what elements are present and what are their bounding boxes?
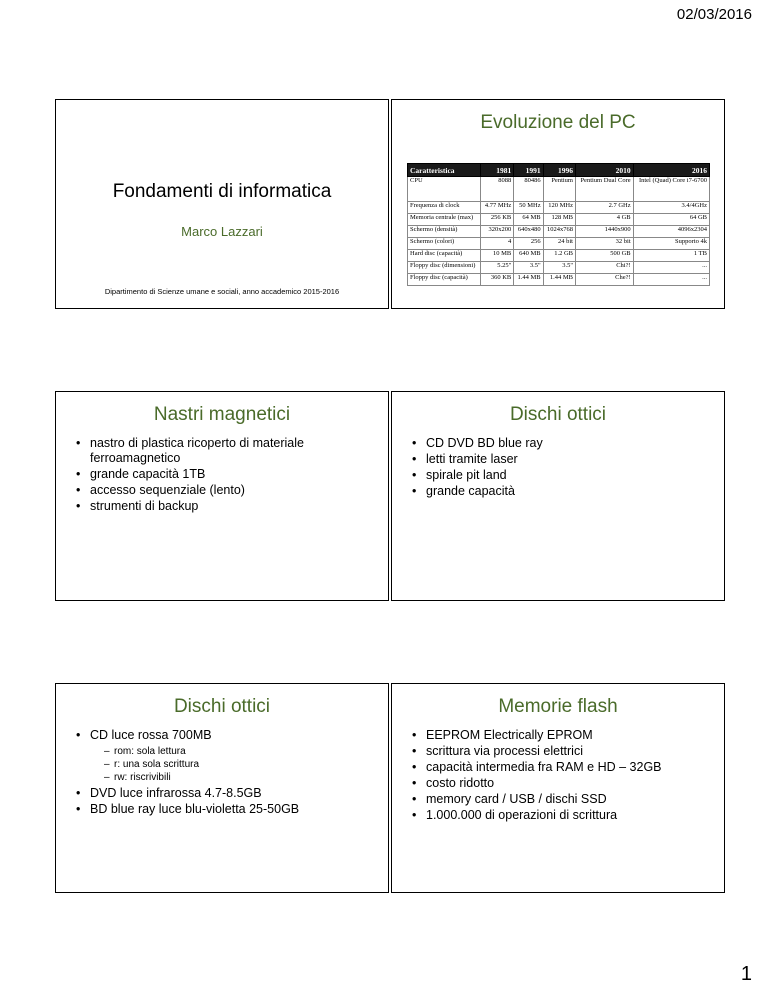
table-header-cell: 1991 — [514, 164, 543, 177]
bullet-list — [392, 728, 724, 823]
table-cell: Schermo (densità) — [408, 226, 481, 238]
list-item: • CD DVD BD blue ray — [412, 436, 710, 451]
table-cell: Chi?! — [575, 262, 633, 274]
list-item: • grande capacità 1TB — [76, 467, 374, 482]
table-cell: ... — [633, 274, 709, 286]
table-row — [408, 250, 710, 262]
table-cell: ... — [633, 262, 709, 274]
table-cell: 4 GB — [575, 214, 633, 226]
slide-heading: Dischi ottici — [509, 404, 607, 425]
table-cell: 1.44 MB — [514, 274, 543, 286]
table-cell: 500 GB — [575, 250, 633, 262]
sub-list-item: – r: una sola scrittura — [104, 758, 374, 771]
slide-dischi-ottici-1 — [391, 391, 725, 601]
list-item: • grande capacità — [412, 484, 710, 499]
table-cell: Intel (Quad) Core i7-6700 — [633, 177, 709, 202]
table-cell: 640 MB — [514, 250, 543, 262]
table-cell: 4.77 MHz — [481, 202, 514, 214]
list-item: • 1.000.000 di operazioni di scrittura — [412, 808, 710, 823]
author-name: Marco Lazzari — [181, 224, 263, 239]
slide-heading: Dischi ottici — [173, 696, 271, 717]
slide-dischi-ottici-2 — [55, 683, 389, 893]
list-item — [76, 728, 374, 784]
table-row — [408, 238, 710, 250]
presentation-title: Fondamenti di informatica — [112, 181, 332, 202]
table-cell: 5.25" — [481, 262, 514, 274]
table-cell: 256 — [514, 238, 543, 250]
table-cell: Memoria centrale (max) — [408, 214, 481, 226]
table-cell: Pentium — [543, 177, 575, 202]
table-cell: 1.2 GB — [543, 250, 575, 262]
slide-memorie-flash — [391, 683, 725, 893]
bullet-list — [56, 436, 388, 514]
list-item-text: CD luce rossa 700MB — [90, 728, 212, 742]
table-cell: 64 GB — [633, 214, 709, 226]
table-cell: Floppy disc (capacità) — [408, 274, 481, 286]
table-cell: Floppy disc (dimensioni) — [408, 262, 481, 274]
list-item: • BD blue ray luce blu-violetta 25-50GB — [76, 802, 374, 817]
table-row — [408, 262, 710, 274]
table-row — [408, 226, 710, 238]
table-cell: 32 bit — [575, 238, 633, 250]
slide-heading: Evoluzione del PC — [480, 112, 636, 133]
table-header-row — [408, 164, 710, 177]
table-cell: 1.44 MB — [543, 274, 575, 286]
list-item: • letti tramite laser — [412, 452, 710, 467]
table-cell: 64 MB — [514, 214, 543, 226]
table-cell: 3.5" — [514, 262, 543, 274]
page-date: 02/03/2016 — [676, 6, 752, 23]
sub-bullet-list — [90, 745, 374, 784]
bullet-list — [56, 728, 388, 817]
table-row — [408, 202, 710, 214]
list-item: • EEPROM Electrically EPROM — [412, 728, 710, 743]
table-cell: 4096x2304 — [633, 226, 709, 238]
table-cell: 128 MB — [543, 214, 575, 226]
table-cell: 1024x768 — [543, 226, 575, 238]
table-row — [408, 177, 710, 202]
table-header-cell: 1981 — [481, 164, 514, 177]
slide-title — [55, 99, 389, 309]
slide-evoluzione — [391, 99, 725, 309]
bullet-list — [392, 436, 724, 499]
table-cell: 3.4/4GHz — [633, 202, 709, 214]
list-item: • scrittura via processi elettrici — [412, 744, 710, 759]
table-cell: Che?! — [575, 274, 633, 286]
list-item: • DVD luce infrarossa 4.7-8.5GB — [76, 786, 374, 801]
list-item: • spirale pit land — [412, 468, 710, 483]
table-cell: 320x200 — [481, 226, 514, 238]
table-cell: 120 MHz — [543, 202, 575, 214]
list-item: • memory card / USB / dischi SSD — [412, 792, 710, 807]
table-cell: 50 MHz — [514, 202, 543, 214]
table-cell: 2.7 GHz — [575, 202, 633, 214]
table-cell: Schermo (colori) — [408, 238, 481, 250]
table-header-cell: Caratteristica — [408, 164, 481, 177]
slide-nastri-magnetici — [55, 391, 389, 601]
table-cell: Hard disc (capacità) — [408, 250, 481, 262]
list-item: • accesso sequenziale (lento) — [76, 483, 374, 498]
table-cell: 256 KB — [481, 214, 514, 226]
table-cell: Pentium Dual Core — [575, 177, 633, 202]
list-item: • strumenti di backup — [76, 499, 374, 514]
table-row — [408, 214, 710, 226]
sub-list-item: – rom: sola lettura — [104, 745, 374, 758]
table-cell: Supporto 4k — [633, 238, 709, 250]
list-item: • capacità intermedia fra RAM e HD – 32GB — [412, 760, 710, 775]
table-header-cell: 1996 — [543, 164, 575, 177]
sub-list-item: – rw: riscrivibili — [104, 771, 374, 784]
page-number: 1 — [740, 963, 752, 985]
department-line: Dipartimento di Scienze umane e sociali, anno accademico 2015-2016 — [104, 287, 340, 296]
table-cell: 10 MB — [481, 250, 514, 262]
table-cell: 1440x900 — [575, 226, 633, 238]
table-cell: 360 KB — [481, 274, 514, 286]
table-header-cell: 2016 — [633, 164, 709, 177]
pc-evolution-table — [407, 163, 710, 286]
table-cell: 640x480 — [514, 226, 543, 238]
list-item: • costo ridotto — [412, 776, 710, 791]
table-header-cell: 2010 — [575, 164, 633, 177]
slide-heading: Nastri magnetici — [153, 404, 291, 425]
table-cell: CPU — [408, 177, 481, 202]
slide-heading: Memorie flash — [498, 696, 618, 717]
table-cell: 24 bit — [543, 238, 575, 250]
table-cell: 8088 — [481, 177, 514, 202]
table-cell: Frequenza di clock — [408, 202, 481, 214]
table-cell: 1 TB — [633, 250, 709, 262]
table-cell: 80486 — [514, 177, 543, 202]
table-cell: 3.5" — [543, 262, 575, 274]
list-item: • nastro di plastica ricoperto di materiale ferroamagnetico — [76, 436, 374, 466]
table-cell: 4 — [481, 238, 514, 250]
table-row — [408, 274, 710, 286]
